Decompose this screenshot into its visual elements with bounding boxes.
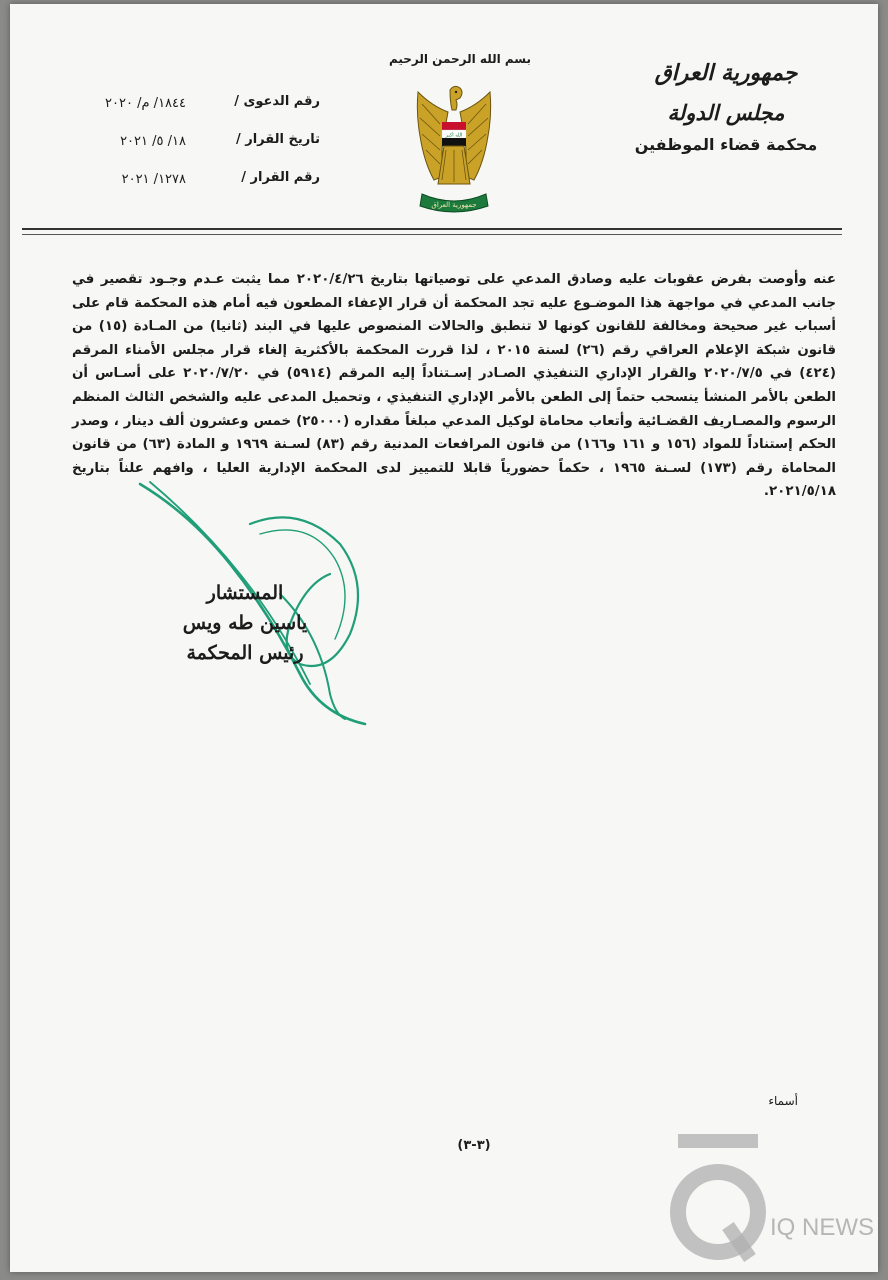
footer-note: أسماء [768,1094,798,1108]
case-meta-labels [210,94,320,208]
decision-date-label: تاريخ القرار / [235,132,320,147]
decision-date-value: ١٨/ ٥/ ٢٠٢١ [120,134,186,149]
signatory-title: المستشار [206,582,284,604]
case-number-value: ١٨٤٤/ م/ ٢٠٢٠ [105,96,186,111]
header-divider [22,228,842,230]
page-number: (٣-٣) [457,1138,491,1153]
iqnews-logo-icon [658,1126,778,1266]
emblem-banner-text: جمهورية العراق [431,201,477,209]
case-number-label: رقم الدعوى / [234,94,320,109]
signatory-name: ياسين طه ويس [182,612,308,634]
decision-number-label: رقم القرار / [241,170,320,185]
issuer-court: محكمة قضاء الموظفين [634,135,818,154]
issuer-country: جمهورية العراق [654,60,798,86]
decision-body-paragraph: عنه وأوصت بفرض عقوبات عليه وصادق المدعي على توصياتها بتاريخ ٢٠٢٠/٤/٢٦ مما يثبت عـدم وجـود تقصير في جانب المدعي في مواجهة هذا الموضـوع عليه تجد المحكمة أن قرار الإعفاء المطعون فيه أمام هذه المحكمة قام على أسباب غير صحيحة ومخالفة للقانون كونها لا تنطبق والحالات المنصوص عليها في البند (ثانيا) من المـادة (١٥) من قانون شبكة الإعلام العراقي رقم (٢٦) لسنة ٢٠١٥ ، لذا قررت المحكمة بالأكثرية إلغاء قرار مجلس الأمناء المرقم (٤٢٤) في ٢٠٢٠/٧/٥ والقرار الإداري التنفيذي الصـادر إسـتناداً إليه المرقم (٥٩١٤) في ٢٠٢٠/٧/٢٠ على أسـاس أن الطعن بالأمر المنشأ ينسحب حتماً إلى الطعن بالأمر الإداري التنفيذي ، وتحميل المدعى عليه والشخص الثالث المنظم الرسوم والمصـاريف القضـائية وأتعاب محاماة لوكيل المدعي مبلغاً مقداره (٢٥٠٠٠) خمس وعشرون ألف دينار ، وصدر الحكم إستناداً للمواد (١٥٦ و ١٦١ و١٦٦) من قانون المرافعات المدنية رقم (٨٣) لسـنة ١٩٦٩ و المادة (٦٣) من قانون المحاماة رقم (١٧٣) لسـنة ١٩٦٥ ، حكماً حضورياً قابلا للتمييز لدى المحكمة الإدارية العليا ، وافهم علناً بتاريخ ٢٠٢١/٥/١٨. [72,272,837,500]
document-page [10,4,878,1272]
issuer-council: مجلس الدولة [667,100,785,125]
case-meta-values [56,96,186,210]
signatory-block [140,578,350,668]
decision-number-value: ١٢٧٨/ ٢٠٢١ [121,172,186,187]
iraq-eagle-emblem-icon [404,84,504,224]
emblem-shield-text: الله أكبر [445,132,463,139]
issuing-authority [606,60,846,154]
watermark-brand: IQ NEWS [770,1214,875,1241]
basmala: بسم الله الرحمن الرحيم [388,52,532,66]
header-divider-secondary [22,234,842,235]
signatory-position: رئيس المحكمة [186,642,304,664]
